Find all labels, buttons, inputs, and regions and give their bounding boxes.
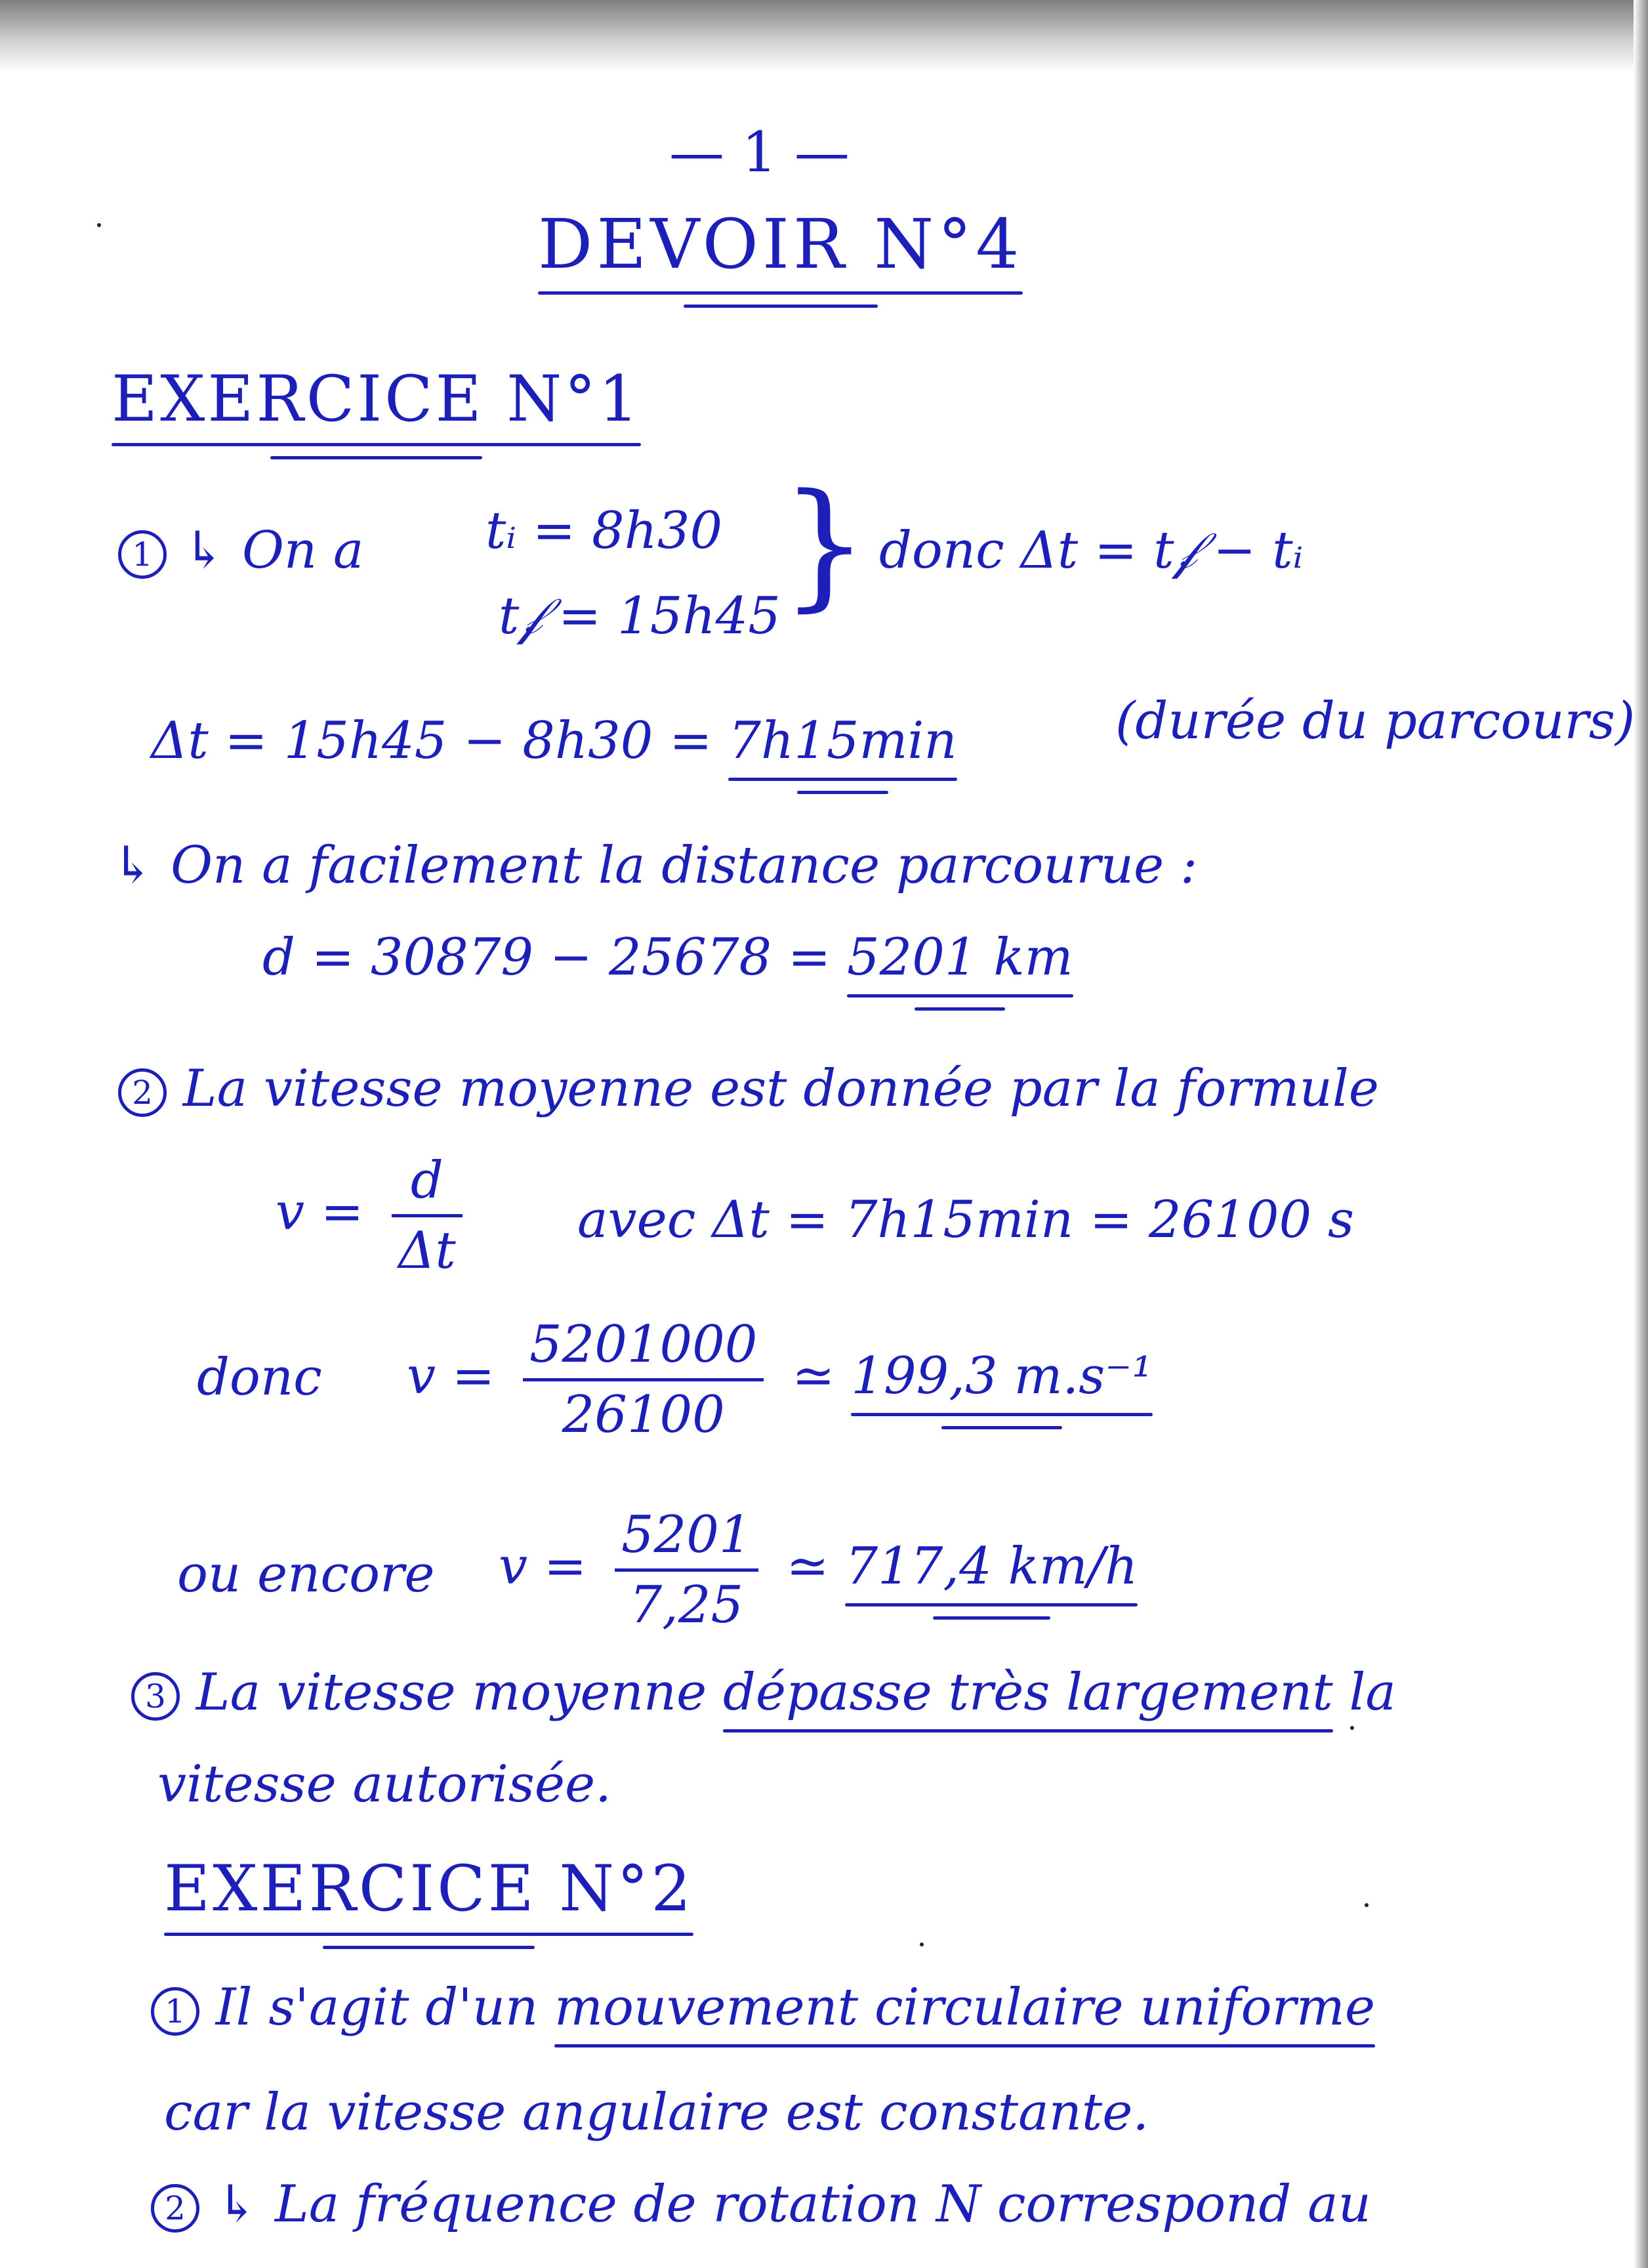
ex1-v-lhs2: v =	[407, 1347, 495, 1406]
ex1-v-num2: 5201000	[529, 1315, 758, 1374]
ex1-q3-text-c: la	[1349, 1663, 1396, 1722]
ex1-v-fraction2	[523, 1315, 764, 1444]
ex1-q3-line2	[157, 1755, 611, 1814]
ex1-v-calc1	[407, 1315, 1153, 1444]
ex2-q1-text-a: Il s'agit d'un	[215, 1978, 539, 2037]
page-title	[538, 204, 1023, 284]
ex1-donc-text: donc	[197, 1348, 322, 1407]
ex1-brace: }	[781, 464, 869, 625]
ex1-q3-text-b: dépasse très largement	[723, 1663, 1333, 1722]
ex1-approx2: ≃	[786, 1537, 829, 1596]
ex1-v-avec-text: avec Δt = 7h15min = 26100 s	[577, 1190, 1354, 1250]
ex1-ti	[485, 501, 723, 560]
ex1-v-den2: 26100	[523, 1378, 764, 1440]
ex1-dt-note-text: (durée du parcours)	[1115, 692, 1636, 751]
ex1-donc	[197, 1348, 322, 1407]
ex1-q3-line1	[131, 1663, 1396, 1722]
ex1-distance-calc	[262, 928, 1073, 987]
ex1-ti-text: tᵢ = 8h30	[485, 501, 723, 560]
scan-speck	[920, 1942, 924, 1946]
ex2-q2-text: ↳ La fréquence de rotation N correspond au	[215, 2175, 1371, 2234]
exercise2-heading	[164, 1852, 694, 1925]
ex1-tf-text: t𝒻 = 15h45	[499, 587, 781, 646]
page-title-text: DEVOIR N°4	[538, 204, 1023, 284]
ex1-v-num3: 5201	[621, 1505, 752, 1564]
ex1-ou-encore	[177, 1545, 435, 1604]
ex1-q1-intro-text: ↳ On a	[182, 521, 364, 580]
scan-speck	[97, 223, 101, 227]
ex1-q2-text: La vitesse moyenne est donnée par la formule	[182, 1059, 1379, 1118]
ex1-v-avec	[577, 1190, 1354, 1250]
ex1-v-lhs3: v =	[499, 1537, 587, 1596]
page-number-value: 1	[741, 120, 777, 184]
ex1-v-result2: 717,4 km/h	[845, 1537, 1138, 1596]
ex1-delta-def	[879, 521, 1304, 580]
ex1-q2-marker: 2	[118, 1068, 167, 1117]
ex1-distance-result: 5201 km	[847, 928, 1073, 987]
ex2-q1-text-c: car la vitesse angulaire est constante.	[164, 2083, 1149, 2142]
ex1-distance-intro	[112, 836, 1198, 895]
ex2-q1-line1	[151, 1978, 1375, 2037]
ex1-dt-note	[1115, 692, 1636, 751]
ex1-dt-calc	[151, 711, 957, 770]
ex1-v-num: d	[410, 1151, 443, 1210]
scan-speck	[1365, 1903, 1369, 1907]
exercise2-heading-text: EXERCICE N°2	[164, 1852, 694, 1925]
ex1-q3-text-d: vitesse autorisée.	[157, 1755, 611, 1814]
ex1-dt-calc-text: Δt = 15h45 − 8h30 =	[151, 711, 712, 770]
exercise1-heading-text: EXERCICE N°1	[112, 362, 642, 436]
ex1-v-fraction	[392, 1151, 463, 1280]
ex1-q3-marker: 3	[131, 1672, 180, 1721]
ex1-tf	[499, 587, 781, 646]
ex1-v-calc2	[499, 1505, 1138, 1635]
ex2-q1-line2	[164, 2083, 1149, 2142]
ex2-q1-text-b: mouvement circulaire uniforme	[554, 1978, 1375, 2037]
ex1-v-den: Δt	[392, 1214, 463, 1276]
ex1-v-lhs: v =	[276, 1183, 364, 1242]
ex1-v-result1: 199,3 m.s⁻¹	[851, 1347, 1153, 1406]
ex1-q1-intro	[118, 521, 364, 580]
ex2-q1-marker: 1	[151, 1987, 199, 2036]
ex1-q3-text-a: La vitesse moyenne	[196, 1663, 707, 1722]
ex2-q2-line1	[151, 2175, 1371, 2234]
ex1-v-fraction3	[615, 1505, 758, 1635]
exercise1-heading	[112, 362, 642, 436]
ex1-v-formula	[276, 1151, 474, 1280]
ex1-v-den3: 7,25	[615, 1568, 758, 1631]
ex1-ou-encore-text: ou encore	[177, 1545, 435, 1604]
ex2-q2-marker: 2	[151, 2184, 199, 2233]
ex1-dt-result: 7h15min	[728, 711, 957, 770]
ex1-approx1: ≃	[792, 1347, 835, 1406]
page-number: — 1 —	[669, 120, 850, 184]
ex1-q1-marker: 1	[118, 530, 167, 579]
ex1-delta-def-text: donc Δt = t𝒻 − tᵢ	[879, 521, 1304, 580]
ex1-q2	[118, 1059, 1379, 1118]
ex1-distance-calc-text: d = 30879 − 25678 =	[262, 928, 831, 987]
scan-speck	[1350, 1726, 1354, 1730]
ex1-distance-intro-text: ↳ On a facilement la distance parcourue :	[112, 836, 1198, 895]
